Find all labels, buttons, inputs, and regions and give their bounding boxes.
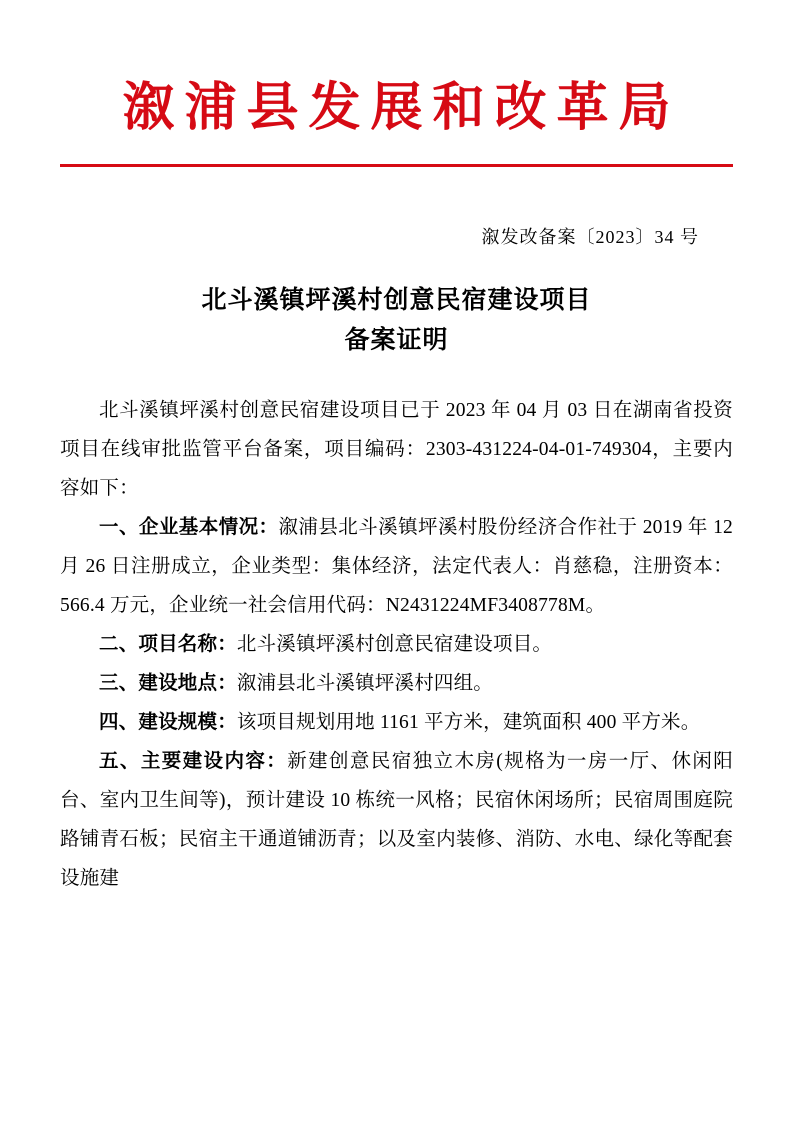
body-item-1-text: 溆浦县北斗溪镇坪溪村股份经济合作社于 2019 年 12 月 26 日注册成立，企业类型：集体经济，法定代表人：肖慈稳，注册资本：566.4 万元，企业统一社会信用代码：N2431224MF3408778M。 <box>60 516 733 616</box>
document-title <box>60 281 733 361</box>
body-item-5-text: 新建创意民宿独立木房(规格为一房一厅、休闲阳台、室内卫生间等)，预计建设 10 栋统一风格；民宿休闲场所；民宿周围庭院路铺青石板；民宿主干通道铺沥青；以及室内装修、消防、水电、绿化等配套设施建 <box>60 750 733 889</box>
document-body <box>60 391 733 898</box>
body-item-1 <box>60 508 733 625</box>
body-item-2 <box>60 625 733 664</box>
document-number-row <box>60 223 733 249</box>
body-item-5-label: 五、主要建设内容： <box>99 750 288 772</box>
issuing-organization-title: 溆浦县发展和改革局 <box>122 77 681 138</box>
body-paragraph-intro <box>60 391 733 508</box>
body-item-3 <box>60 664 733 703</box>
body-item-4 <box>60 703 733 742</box>
document-title-line-2: 备案证明 <box>344 326 449 354</box>
body-item-1-label: 一、企业基本情况： <box>99 516 279 538</box>
body-item-3-label: 三、建设地点： <box>99 672 237 694</box>
body-item-2-text: 北斗溪镇坪溪村创意民宿建设项目。 <box>236 633 553 655</box>
body-item-3-text: 溆浦县北斗溪镇坪溪村四组。 <box>236 672 494 694</box>
body-paragraph-intro-text: 北斗溪镇坪溪村创意民宿建设项目已于 2023 年 04 月 03 日在湖南省投资项目在线审批监管平台备案，项目编码：2303-431224-04-01-749304，主要内容如下： <box>60 399 733 499</box>
body-item-2-label: 二、项目名称： <box>99 633 237 655</box>
document-title-line-1: 北斗溪镇坪溪村创意民宿建设项目 <box>201 286 592 314</box>
body-item-4-text: 该项目规划用地 1161 平方米，建筑面积 400 平方米。 <box>236 711 701 733</box>
document-number: 溆发改备案〔2023〕34 号 <box>481 226 699 247</box>
letterhead <box>60 0 733 167</box>
body-item-5 <box>60 742 733 898</box>
letterhead-divider <box>60 164 733 167</box>
body-item-4-label: 四、建设规模： <box>99 711 237 733</box>
